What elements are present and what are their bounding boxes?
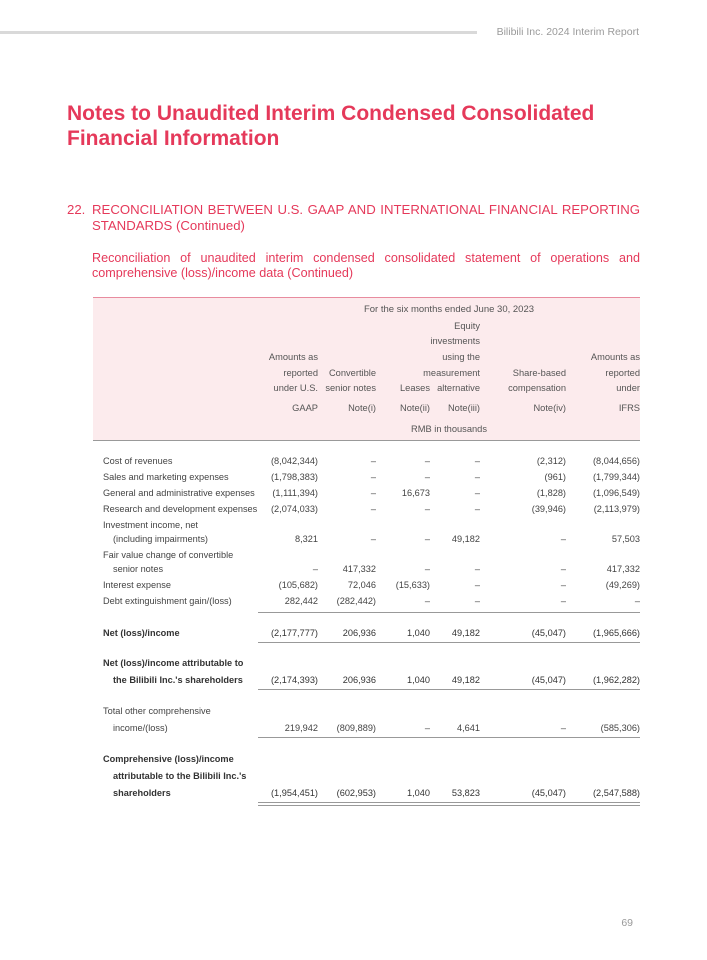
table-cell: 219,942: [284, 723, 318, 733]
total-rule: [258, 802, 640, 803]
table-cell: –: [424, 723, 430, 733]
column-header-line: reported: [605, 367, 640, 378]
column-header-line: Amounts as: [590, 351, 640, 362]
table-cell: (8,042,344): [271, 456, 318, 466]
column-header-line: reported: [283, 367, 318, 378]
table-cell: (39,946): [531, 504, 566, 514]
row-label: the Bilibili Inc.'s shareholders: [113, 675, 243, 685]
table-cell: (809,889): [336, 723, 376, 733]
table-cell: (45,047): [531, 675, 566, 685]
row-label: Debt extinguishment gain/(loss): [103, 596, 232, 606]
table-cell: (961): [544, 472, 566, 482]
section-subtitle: Reconciliation of unaudited interim condensed consolidated statement of operations and comprehensive (loss)/income data (Continued): [92, 251, 640, 280]
row-label: Interest expense: [103, 580, 171, 590]
table-cell: –: [424, 504, 430, 514]
total-rule: [258, 737, 640, 738]
table-cell: (1,799,344): [593, 472, 640, 482]
column-header-line: Share-based: [512, 367, 566, 378]
table-cell: –: [560, 596, 566, 606]
table-cell: –: [424, 596, 430, 606]
column-header-line: Leases: [400, 383, 430, 394]
row-label: Research and development expenses: [103, 504, 258, 514]
table-cell: –: [474, 504, 480, 514]
table-cell: 1,040: [407, 675, 430, 685]
row-label: Net (loss)/income attributable to: [103, 658, 244, 668]
row-label: General and administrative expenses: [103, 488, 255, 498]
column-header-line: senior notes: [325, 383, 376, 394]
row-label: shareholders: [113, 788, 171, 798]
table-cell: –: [560, 534, 566, 544]
table-cell: (1,965,666): [593, 628, 640, 638]
table-cell: –: [370, 488, 376, 498]
table-cell: –: [370, 504, 376, 514]
table-cell: (1,962,282): [593, 675, 640, 685]
table-cell: (282,442): [336, 596, 376, 606]
table-cell: –: [560, 723, 566, 733]
table-cell: (2,177,777): [271, 628, 318, 638]
table-cell: (49,269): [605, 580, 640, 590]
table-cell: –: [424, 472, 430, 482]
column-header-line: alternative: [437, 383, 480, 394]
table-cell: –: [560, 564, 566, 574]
table-cell: –: [424, 456, 430, 466]
section-title: RECONCILIATION BETWEEN U.S. GAAP AND INTERNATIONAL FINANCIAL REPORTING STANDARDS (Continued): [92, 202, 640, 233]
row-label: income/(loss): [113, 723, 168, 733]
table-cell: 49,182: [451, 534, 480, 544]
table-cell: –: [370, 534, 376, 544]
page-title: Notes to Unaudited Interim Condensed Consolidated Financial Information: [67, 102, 595, 150]
table-cell: 49,182: [451, 675, 480, 685]
column-header: [418, 319, 480, 417]
column-header-line: Amounts as: [268, 351, 318, 362]
column-header-line: compensation: [508, 383, 566, 394]
row-label: (including impairments): [113, 534, 208, 544]
table-cell: (15,633): [395, 580, 430, 590]
table-cell: 16,673: [401, 488, 430, 498]
table-cell: (1,954,451): [271, 788, 318, 798]
table-cell: 282,442: [284, 596, 318, 606]
table-cell: (1,111,394): [272, 488, 318, 498]
table-cell: (1,096,549): [593, 488, 640, 498]
column-note: IFRS: [618, 403, 640, 413]
column-header: [496, 366, 566, 417]
row-label: Fair value change of convertible: [103, 550, 234, 560]
total-rule: [258, 612, 640, 613]
table-cell: (2,174,393): [271, 675, 318, 685]
table-cell: –: [312, 564, 318, 574]
column-header: [252, 350, 318, 417]
table-cell: (105,682): [278, 580, 318, 590]
table-cell: (45,047): [531, 788, 566, 798]
table-cell: 57,503: [611, 534, 640, 544]
table-cell: 49,182: [451, 628, 480, 638]
table-cell: –: [560, 580, 566, 590]
column-note: Note(i): [348, 403, 376, 413]
table-cell: –: [474, 596, 480, 606]
header-rule: [0, 31, 477, 34]
table-cell: 206,936: [342, 675, 376, 685]
table-cell: (2,547,588): [593, 788, 640, 798]
table-cell: 1,040: [407, 628, 430, 638]
total-rule: [258, 805, 640, 806]
row-label: senior notes: [113, 564, 164, 574]
table-cell: –: [474, 488, 480, 498]
table-cell: –: [424, 534, 430, 544]
column-note: Note(iv): [533, 403, 566, 413]
column-note: GAAP: [292, 403, 318, 413]
table-cell: (1,798,383): [271, 472, 318, 482]
column-header-line: using the: [442, 351, 480, 362]
row-label: Investment income, net: [103, 520, 198, 530]
column-note: Note(iii): [447, 403, 480, 414]
table-cell: 53,823: [451, 788, 480, 798]
row-label: attributable to the Bilibili Inc.'s: [113, 771, 247, 781]
column-header: [576, 350, 640, 417]
header-bottom-rule: [93, 440, 640, 441]
column-header-line: under U.S.: [273, 383, 318, 394]
table-cell: (585,306): [600, 723, 640, 733]
table-period-header: For the six months ended June 30, 2023: [363, 304, 535, 315]
total-rule: [258, 642, 640, 643]
column-header-line: under: [616, 383, 640, 394]
row-label: Cost of revenues: [103, 456, 173, 466]
table-cell: (8,044,656): [593, 456, 640, 466]
table-cell: 206,936: [342, 628, 376, 638]
table-cell: 417,332: [606, 564, 640, 574]
table-top-rule: [93, 297, 640, 298]
table-unit-header: RMB in thousands: [411, 424, 487, 434]
table-cell: 72,046: [347, 580, 376, 590]
table-cell: (1,828): [536, 488, 566, 498]
table-cell: (2,312): [536, 456, 566, 466]
table-cell: (602,953): [336, 788, 376, 798]
table-cell: (45,047): [531, 628, 566, 638]
table-cell: –: [474, 564, 480, 574]
table-cell: –: [634, 596, 640, 606]
table-cell: 1,040: [407, 788, 430, 798]
table-cell: (2,113,979): [593, 504, 640, 514]
table-cell: 417,332: [342, 564, 376, 574]
row-label: Sales and marketing expenses: [103, 472, 229, 482]
table-cell: –: [424, 564, 430, 574]
total-rule: [258, 689, 640, 690]
column-note: Note(ii): [400, 403, 430, 413]
table-cell: –: [370, 456, 376, 466]
row-label: Net (loss)/income: [103, 628, 180, 638]
column-header-line: investments: [430, 336, 480, 347]
running-header: Bilibili Inc. 2024 Interim Report: [496, 26, 639, 38]
row-label: Comprehensive (loss)/income: [103, 754, 234, 764]
column-header-line: Equity: [454, 320, 480, 331]
table-cell: –: [474, 580, 480, 590]
table-cell: 8,321: [295, 534, 318, 544]
page-number: 69: [621, 917, 633, 929]
row-label: Total other comprehensive: [103, 706, 211, 716]
column-header-line: measurement: [423, 367, 480, 378]
table-cell: –: [474, 472, 480, 482]
section-number: 22.: [67, 202, 86, 217]
column-header-line: Convertible: [328, 367, 376, 378]
table-cell: –: [370, 472, 376, 482]
table-cell: –: [474, 456, 480, 466]
table-cell: 4,641: [457, 723, 480, 733]
column-header: [322, 366, 376, 417]
table-cell: (2,074,033): [271, 504, 318, 514]
